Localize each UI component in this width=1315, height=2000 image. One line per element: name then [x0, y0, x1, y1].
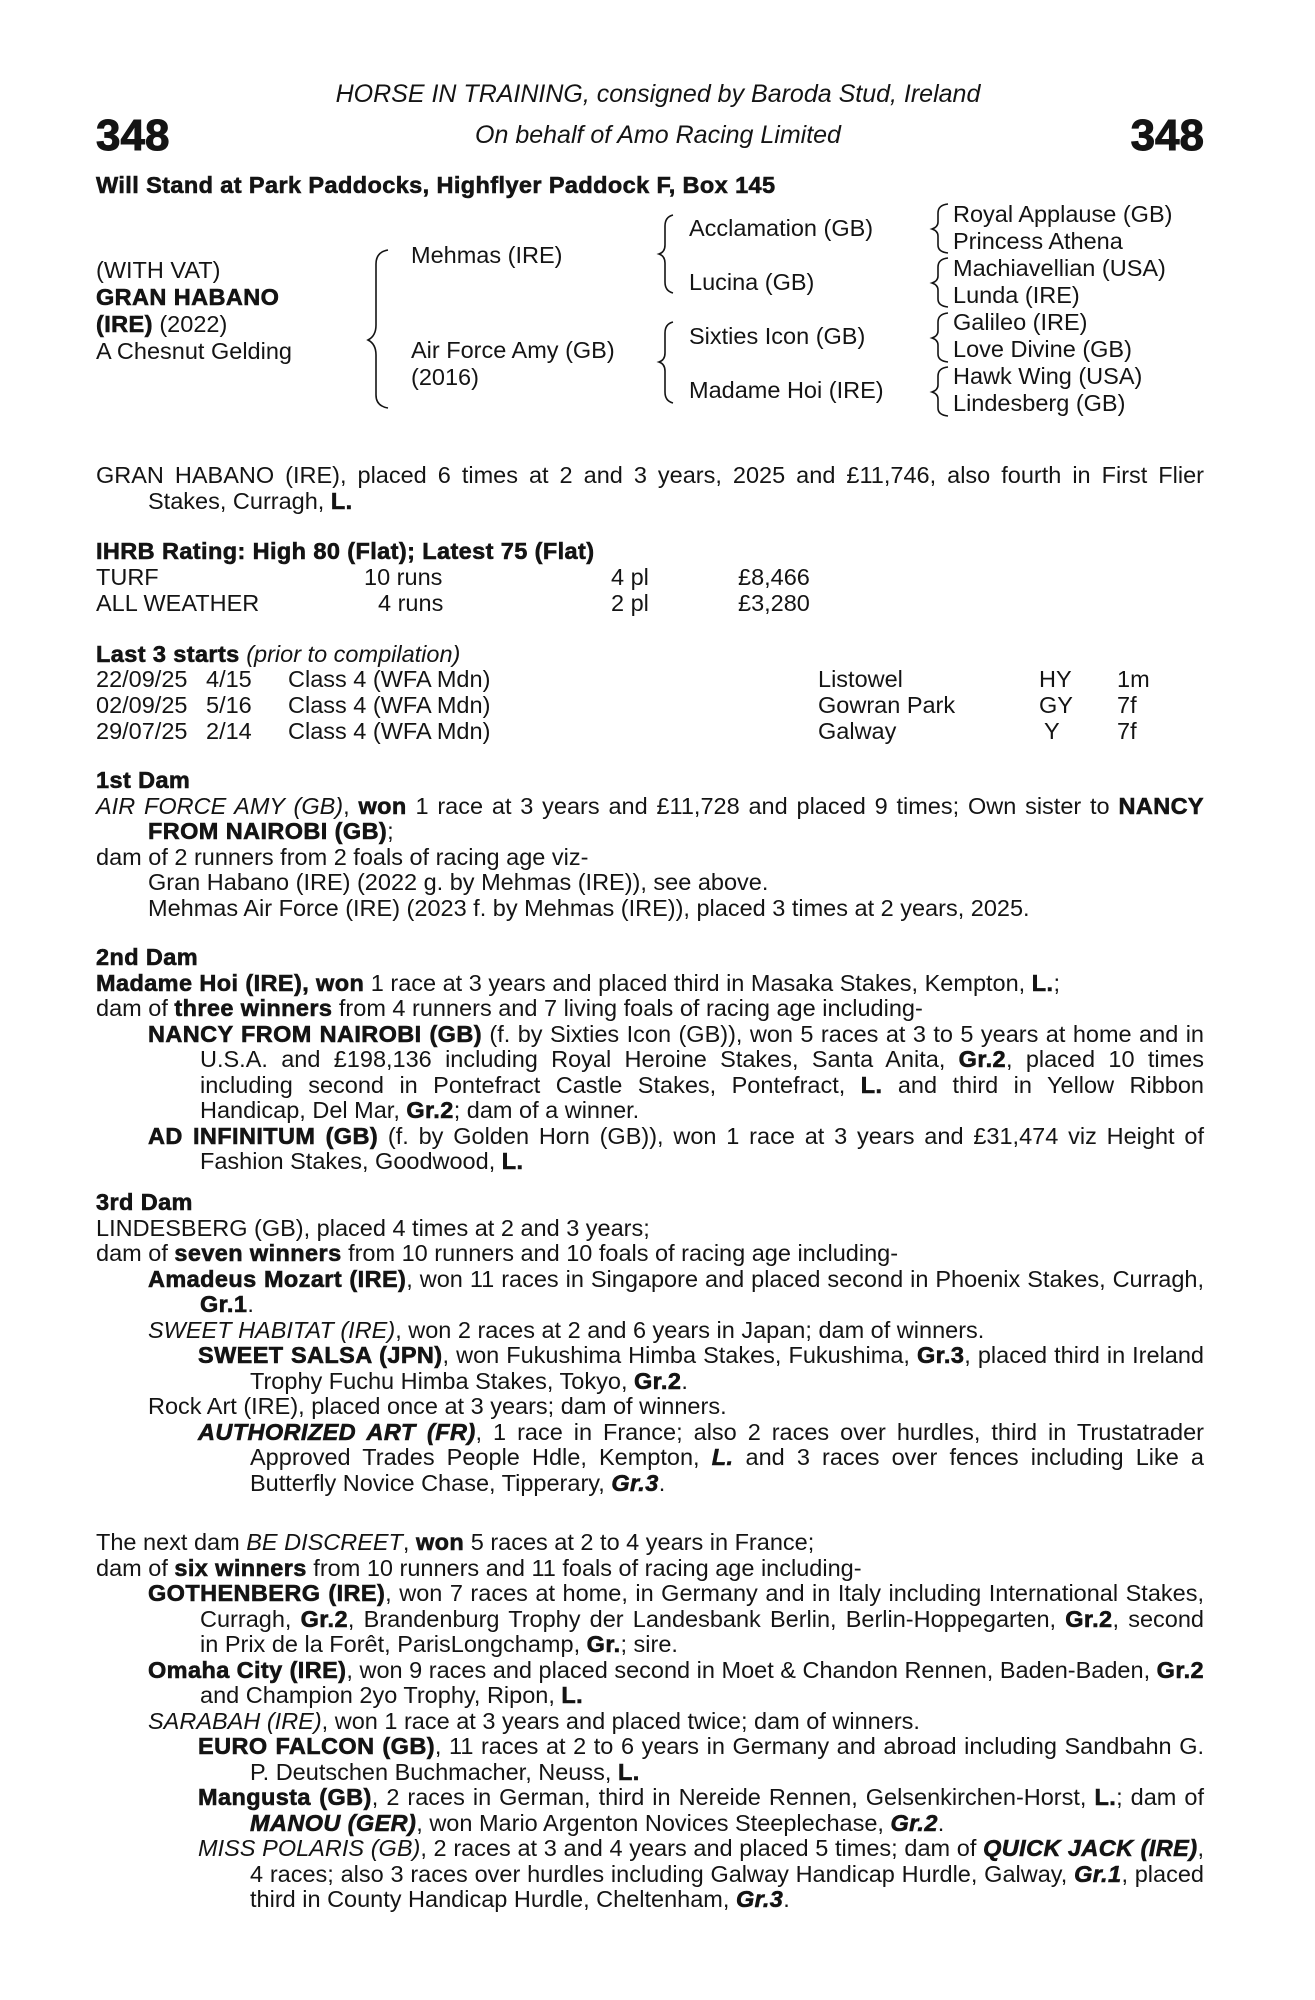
first-dam-section	[96, 768, 1204, 921]
second-dam-title: 2nd Dam	[96, 944, 199, 970]
produce-item: SARABAH (IRE), won 1 race at 3 years and placed twice; dam of winners.	[148, 1707, 920, 1734]
next-dam-section	[96, 1530, 1204, 1913]
produce-item: Omaha City (IRE), won 9 races and placed second in Moet & Chandon Rennen, Baden-Baden, Gr.2 and Champion 2yo Trophy, Ripon, L.	[148, 1656, 1204, 1708]
consignor-line: HORSE IN TRAINING, consigned by Baroda Stud, Ireland	[335, 80, 981, 108]
pedigree-sds: Machiavellian (USA)	[953, 255, 1166, 281]
produce-item: SWEET HABITAT (IRE), won 2 races at 2 and 6 years in Japan; dam of winners.	[148, 1316, 985, 1343]
produce-item: AD INFINITUM (GB) (f. by Golden Horn (GB)), won 1 race at 3 years and £31,474 viz Height of Fashion Stakes, Goodwood, L.	[148, 1122, 1204, 1174]
horse-name: GRAN HABANO	[96, 284, 280, 310]
brace-gen2-dam	[659, 322, 673, 403]
last-starts-table: 22/09/25 4/15 Class 4 (WFA Mdn) Listowel HY 1m 02/09/25 5/16 Class 4 (WFA Mdn) Gowran Park GY 7f 29/07/25 2/14 Class 4 (WFA Mdn) Galway Y 7f	[96, 666, 1150, 744]
first-dam-title: 1st Dam	[96, 767, 191, 793]
brace-gen3-d	[932, 367, 948, 416]
produce-item: SWEET SALSA (JPN), won Fukushima Himba Stakes, Fukushima, Gr.3, placed third in Ireland Trophy Fuchu Himba Stakes, Tokyo, Gr.2.	[198, 1342, 1205, 1394]
produce-item: MISS POLARIS (GB), 2 races at 3 and 4 years and placed 5 times; dam of QUICK JACK (IRE), 4 races; also 3 races over hurdles including Galway Handicap Hurdle, Galway, Gr.1, placed third in County Handicap Hurdle, Cheltenham, Gr.3.	[198, 1835, 1204, 1912]
third-dam-title: 3rd Dam	[96, 1189, 193, 1215]
race-summary: GRAN HABANO (IRE), placed 6 times at 2 and 3 years, 2025 and £11,746, also fourth in First Flier Stakes, Curragh, L.	[96, 462, 1204, 514]
pedigree-sss: Royal Applause (GB)	[953, 201, 1173, 227]
third-dam-record: LINDESBERG (GB), placed 4 times at 2 and 3 years;	[96, 1214, 650, 1241]
pedigree-dsd: Love Divine (GB)	[953, 336, 1132, 362]
pedigree-dam-year: (2016)	[411, 364, 479, 390]
pedigree-sdd: Lunda (IRE)	[953, 282, 1080, 308]
brace-gen1	[368, 250, 388, 408]
third-dam-section	[96, 1190, 1204, 1496]
produce-item: Mehmas Air Force (IRE) (2023 f. by Mehmas (IRE)), placed 3 times at 2 years, 2025.	[148, 894, 1030, 921]
first-dam-produce-summary: dam of 2 runners from 2 foals of racing age viz-	[96, 843, 589, 870]
first-dam-record: AIR FORCE AMY (GB), won 1 race at 3 years and £11,728 and placed 9 times; Own sister to NANCY FROM NAIROBI (GB);	[96, 792, 1205, 844]
last-starts-title: Last 3 starts (prior to compilation)	[96, 641, 461, 667]
horse-country-year: (IRE) (2022)	[96, 311, 228, 337]
lot-number-left: 348	[96, 111, 170, 160]
next-dam-record: The next dam BE DISCREET, won 5 races at 2 to 4 years in France;	[96, 1529, 815, 1555]
produce-item: EURO FALCON (GB), 11 races at 2 to 6 years in Germany and abroad including Sandbahn G. P. Deutschen Buchmacher, Neuss, L.	[198, 1733, 1204, 1785]
pedigree-ddd: Lindesberg (GB)	[953, 390, 1126, 416]
second-dam-produce-summary: dam of three winners from 4 runners and 7 living foals of racing age including-	[96, 995, 923, 1021]
produce-item: Gran Habano (IRE) (2022 g. by Mehmas (IRE)), see above.	[148, 869, 769, 895]
pedigree-sire-dam: Lucina (GB)	[689, 269, 815, 295]
pedigree-dds: Hawk Wing (USA)	[953, 363, 1143, 389]
brace-gen3-c	[932, 313, 948, 362]
pedigree-dam: Air Force Amy (GB)	[411, 337, 615, 363]
brace-gen3-b	[932, 258, 948, 307]
on-behalf-line: On behalf of Amo Racing Limited	[475, 121, 841, 149]
pedigree-dam-dam: Madame Hoi (IRE)	[689, 377, 884, 403]
pedigree-dam-sire: Sixties Icon (GB)	[689, 323, 866, 349]
produce-item: NANCY FROM NAIROBI (GB) (f. by Sixties Icon (GB)), won 5 races at 3 to 5 years at home and in U.S.A. and £198,136 including Royal Heroine Stakes, Santa Anita, Gr.2, placed 10 times including second in Pontefract Castle Stakes, Pontefract, L. and third in Yellow Ribbon Handicap, Del Mar, Gr.2; dam of a winner.	[148, 1020, 1204, 1123]
pedigree-sire-sire: Acclamation (GB)	[689, 215, 874, 241]
brace-gen2-sire	[659, 215, 673, 293]
brace-gen3-a	[932, 204, 948, 253]
pedigree-ssd: Princess Athena	[953, 228, 1123, 254]
produce-item: Mangusta (GB), 2 races in German, third in Nereide Rennen, Gelsenkirchen-Horst, L.; dam of MANOU (GER), won Mario Argenton Novices Steeplechase, Gr.2.	[198, 1784, 1204, 1836]
second-dam-section	[96, 945, 1204, 1175]
vat-note: (WITH VAT)	[96, 257, 221, 283]
third-dam-produce-summary: dam of seven winners from 10 runners and 10 foals of racing age including-	[96, 1240, 899, 1266]
produce-item: Amadeus Mozart (IRE), won 11 races in Singapore and placed second in Phoenix Stakes, Curragh, Gr.1.	[148, 1265, 1205, 1317]
produce-item: Rock Art (IRE), placed once at 3 years; dam of winners.	[148, 1393, 727, 1419]
pedigree-sire: Mehmas (IRE)	[411, 242, 563, 268]
ihrb-rating-title: IHRB Rating: High 80 (Flat); Latest 75 (Flat)	[96, 538, 595, 564]
second-dam-record: Madame Hoi (IRE), won 1 race at 3 years and placed third in Masaka Stakes, Kempton, L.;	[96, 969, 1060, 996]
pedigree-dss: Galileo (IRE)	[953, 309, 1088, 335]
next-dam-produce-summary: dam of six winners from 10 runners and 11 foals of racing age including-	[96, 1554, 862, 1581]
horse-description: A Chesnut Gelding	[96, 338, 292, 364]
lot-number-right: 348	[1130, 111, 1204, 160]
produce-item: GOTHENBERG (IRE), won 7 races at home, in Germany and in Italy including International Stakes, Curragh, Gr.2, Brandenburg Trophy der Landesbank Berlin, Berlin-Hoppegarten, Gr.2, second in Prix de la Forêt, ParisLongchamp, Gr.; sire.	[148, 1580, 1204, 1657]
produce-item: AUTHORIZED ART (FR), 1 race in France; also 2 races over hurdles, third in Trustatrader Approved Trades People Hdle, Kempton, L. and 3 races over fences including Like a Butterfly Novice Chase, Tipperary, Gr.3.	[198, 1418, 1204, 1496]
stand-location: Will Stand at Park Paddocks, Highflyer Paddock F, Box 145	[96, 172, 776, 198]
